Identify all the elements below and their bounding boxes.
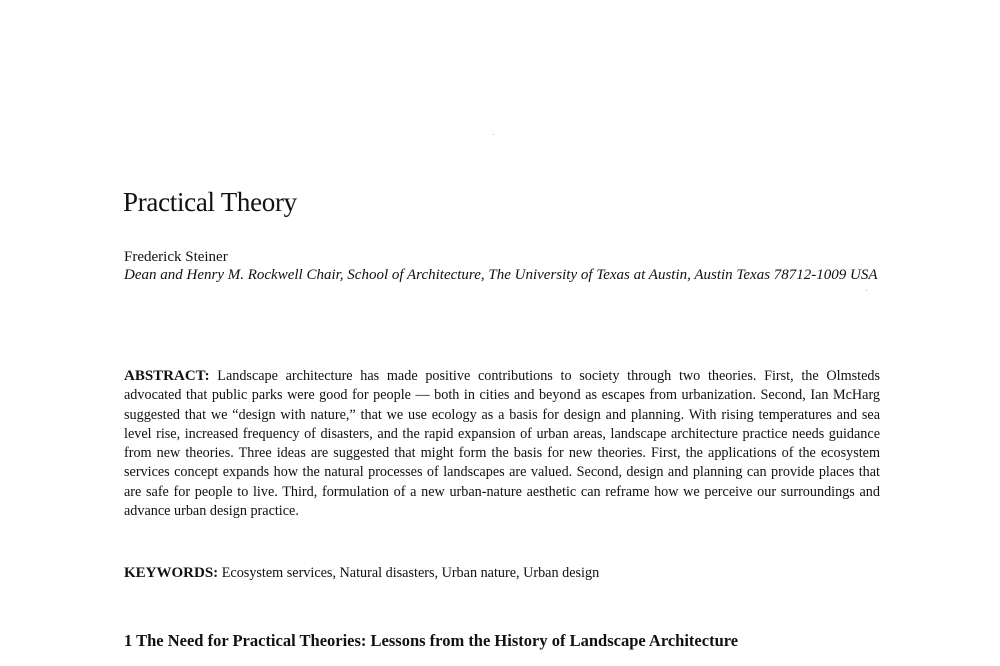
keywords (124, 564, 884, 583)
scan-speck (866, 290, 867, 291)
scan-speck (493, 134, 494, 135)
author-name: Frederick Steiner (124, 249, 228, 265)
abstract-label: ABSTRACT: (124, 368, 210, 384)
paper-title: Practical Theory (123, 187, 297, 217)
author-affiliation: Dean and Henry M. Rockwell Chair, School of Architecture, The University of Texas at Austin, Austin Texas 78712-1009 USA (124, 267, 878, 283)
section-heading: 1 The Need for Practical Theories: Lessons from the History of Landscape Architecture (124, 631, 739, 650)
keywords-label: KEYWORDS: (124, 565, 219, 581)
abstract (124, 367, 880, 521)
keywords-text: Ecosystem services, Natural disasters, Urban nature, Urban design (221, 565, 600, 581)
abstract-text: Landscape architecture has made positive contributions to society through two theories. First, the Olmsteds advocated that public parks were good for people — both in cities and beyond as escapes from urbanization. Second, Ian McHarg suggested that we “design with nature,” that we use ecology as a basis for design and planning. With rising temperatures and sea level rise, increased frequency of disasters, and the rapid expansion of urban areas, landscape architecture practice needs guidance from new theories. Three ideas are suggested that might form the basis for new theories. First, the applications of the ecosystem services concept expands how the natural processes of landscapes are valued. Second, design and planning can provide places that are safe for people to live. Third, formulation of a new urban-nature aesthetic can reframe how we perceive our surroundings and advance urban design practice. (124, 368, 880, 520)
